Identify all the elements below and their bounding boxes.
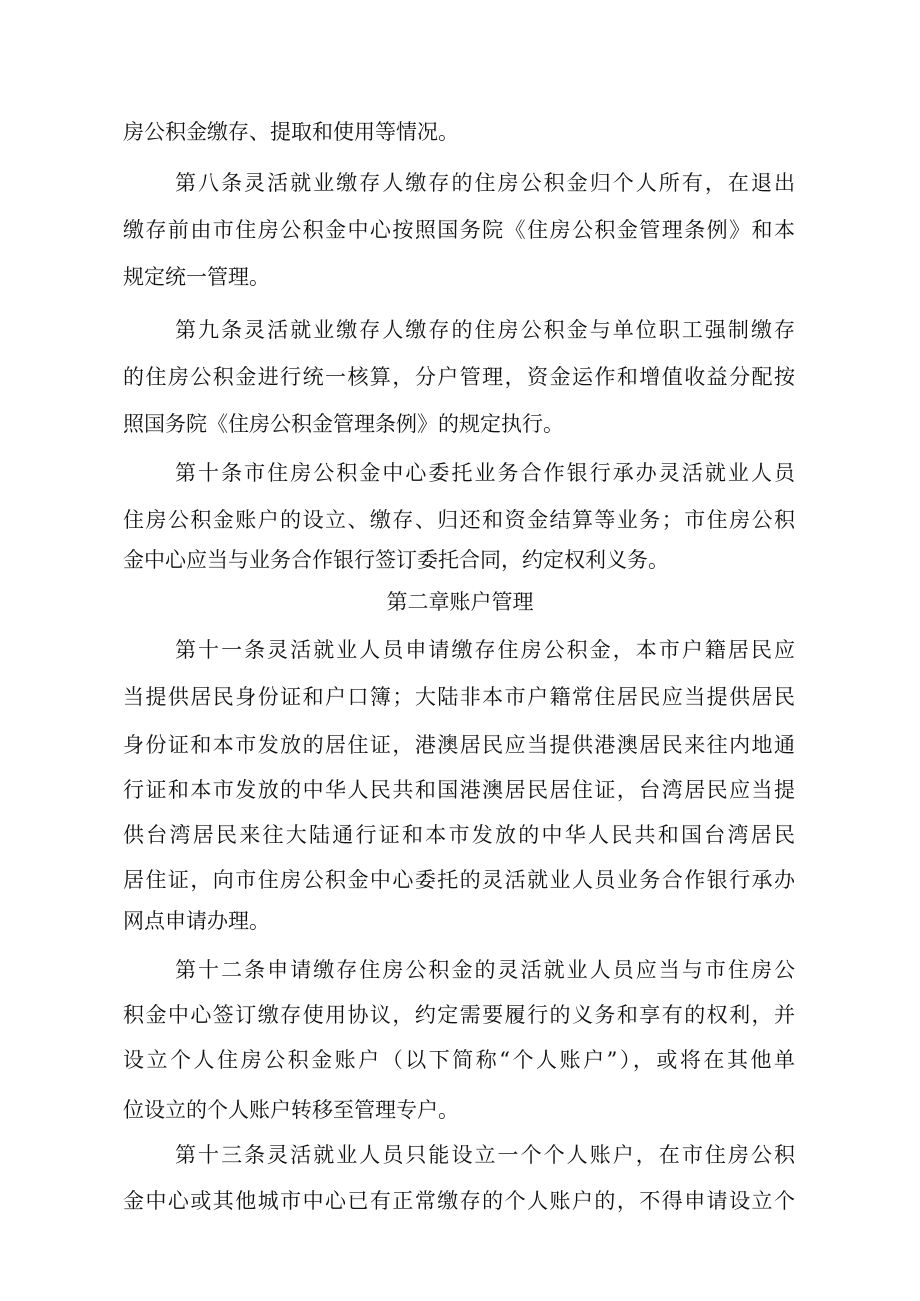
text-line: 第十三条灵活就业人员只能设立一个个人账户，在市住房公积 (175, 1143, 795, 1167)
text-line: 行证和本市发放的中华人民共和国港澳居民居住证，台湾居民应当提 (123, 778, 795, 802)
text-line: 居住证，向市住房公积金中心委托的灵活就业人员业务合作银行承办 (123, 868, 795, 892)
text-line: 金中心应当与业务合作银行签订委托合同，约定权利义务。 (123, 548, 669, 572)
text-line: 第八条灵活就业缴存人缴存的住房公积金归个人所有，在退出 (175, 171, 795, 195)
text-line: 第十一条灵活就业人员申请缴存住房公积金，本市户籍居民应 (175, 638, 795, 662)
text-line: 规定统一管理。 (123, 265, 270, 289)
text-line: 缴存前由市住房公积金中心按照国务院《住房公积金管理条例》和本 (123, 218, 795, 242)
chapter-heading: 第二章账户管理 (386, 590, 534, 614)
text-line: 的住房公积金进行统一核算，分户管理，资金运作和增值收益分配按 (123, 365, 795, 389)
text-line: 住房公积金账户的设立、缴存、归还和资金结算等业务；市住房公积 (123, 508, 795, 532)
text-line: 积金中心签订缴存使用协议，约定需要履行的义务和享有的权利，并 (123, 1003, 795, 1027)
text-line: 当提供居民身份证和户口簿；大陆非本市户籍常住居民应当提供居民 (123, 685, 795, 709)
text-line: 位设立的个人账户转移至管理专户。 (123, 1098, 459, 1122)
text-line: 第九条灵活就业缴存人缴存的住房公积金与单位职工强制缴存 (175, 318, 795, 342)
text-line: 金中心或其他城市中心已有正常缴存的个人账户的，不得申请设立个 (123, 1189, 795, 1213)
text-line: 房公积金缴存、提取和使用等情况。 (123, 120, 459, 144)
text-line: 供台湾居民来往大陆通行证和本市发放的中华人民共和国台湾居民 (123, 823, 795, 847)
text-line: 网点申请办理。 (123, 909, 270, 933)
text-line: 身份证和本市发放的居住证，港澳居民应当提供港澳居民来往内地通 (123, 733, 795, 757)
text-line: 设立个人住房公积金账户（以下简称“个人账户”），或将在其他单 (123, 1048, 795, 1072)
text-line: 第十二条申请缴存住房公积金的灵活就业人员应当与市住房公 (175, 958, 795, 982)
text-line: 照国务院《住房公积金管理条例》的规定执行。 (123, 412, 564, 436)
text-line: 第十条市住房公积金中心委托业务合作银行承办灵活就业人员 (175, 461, 795, 485)
